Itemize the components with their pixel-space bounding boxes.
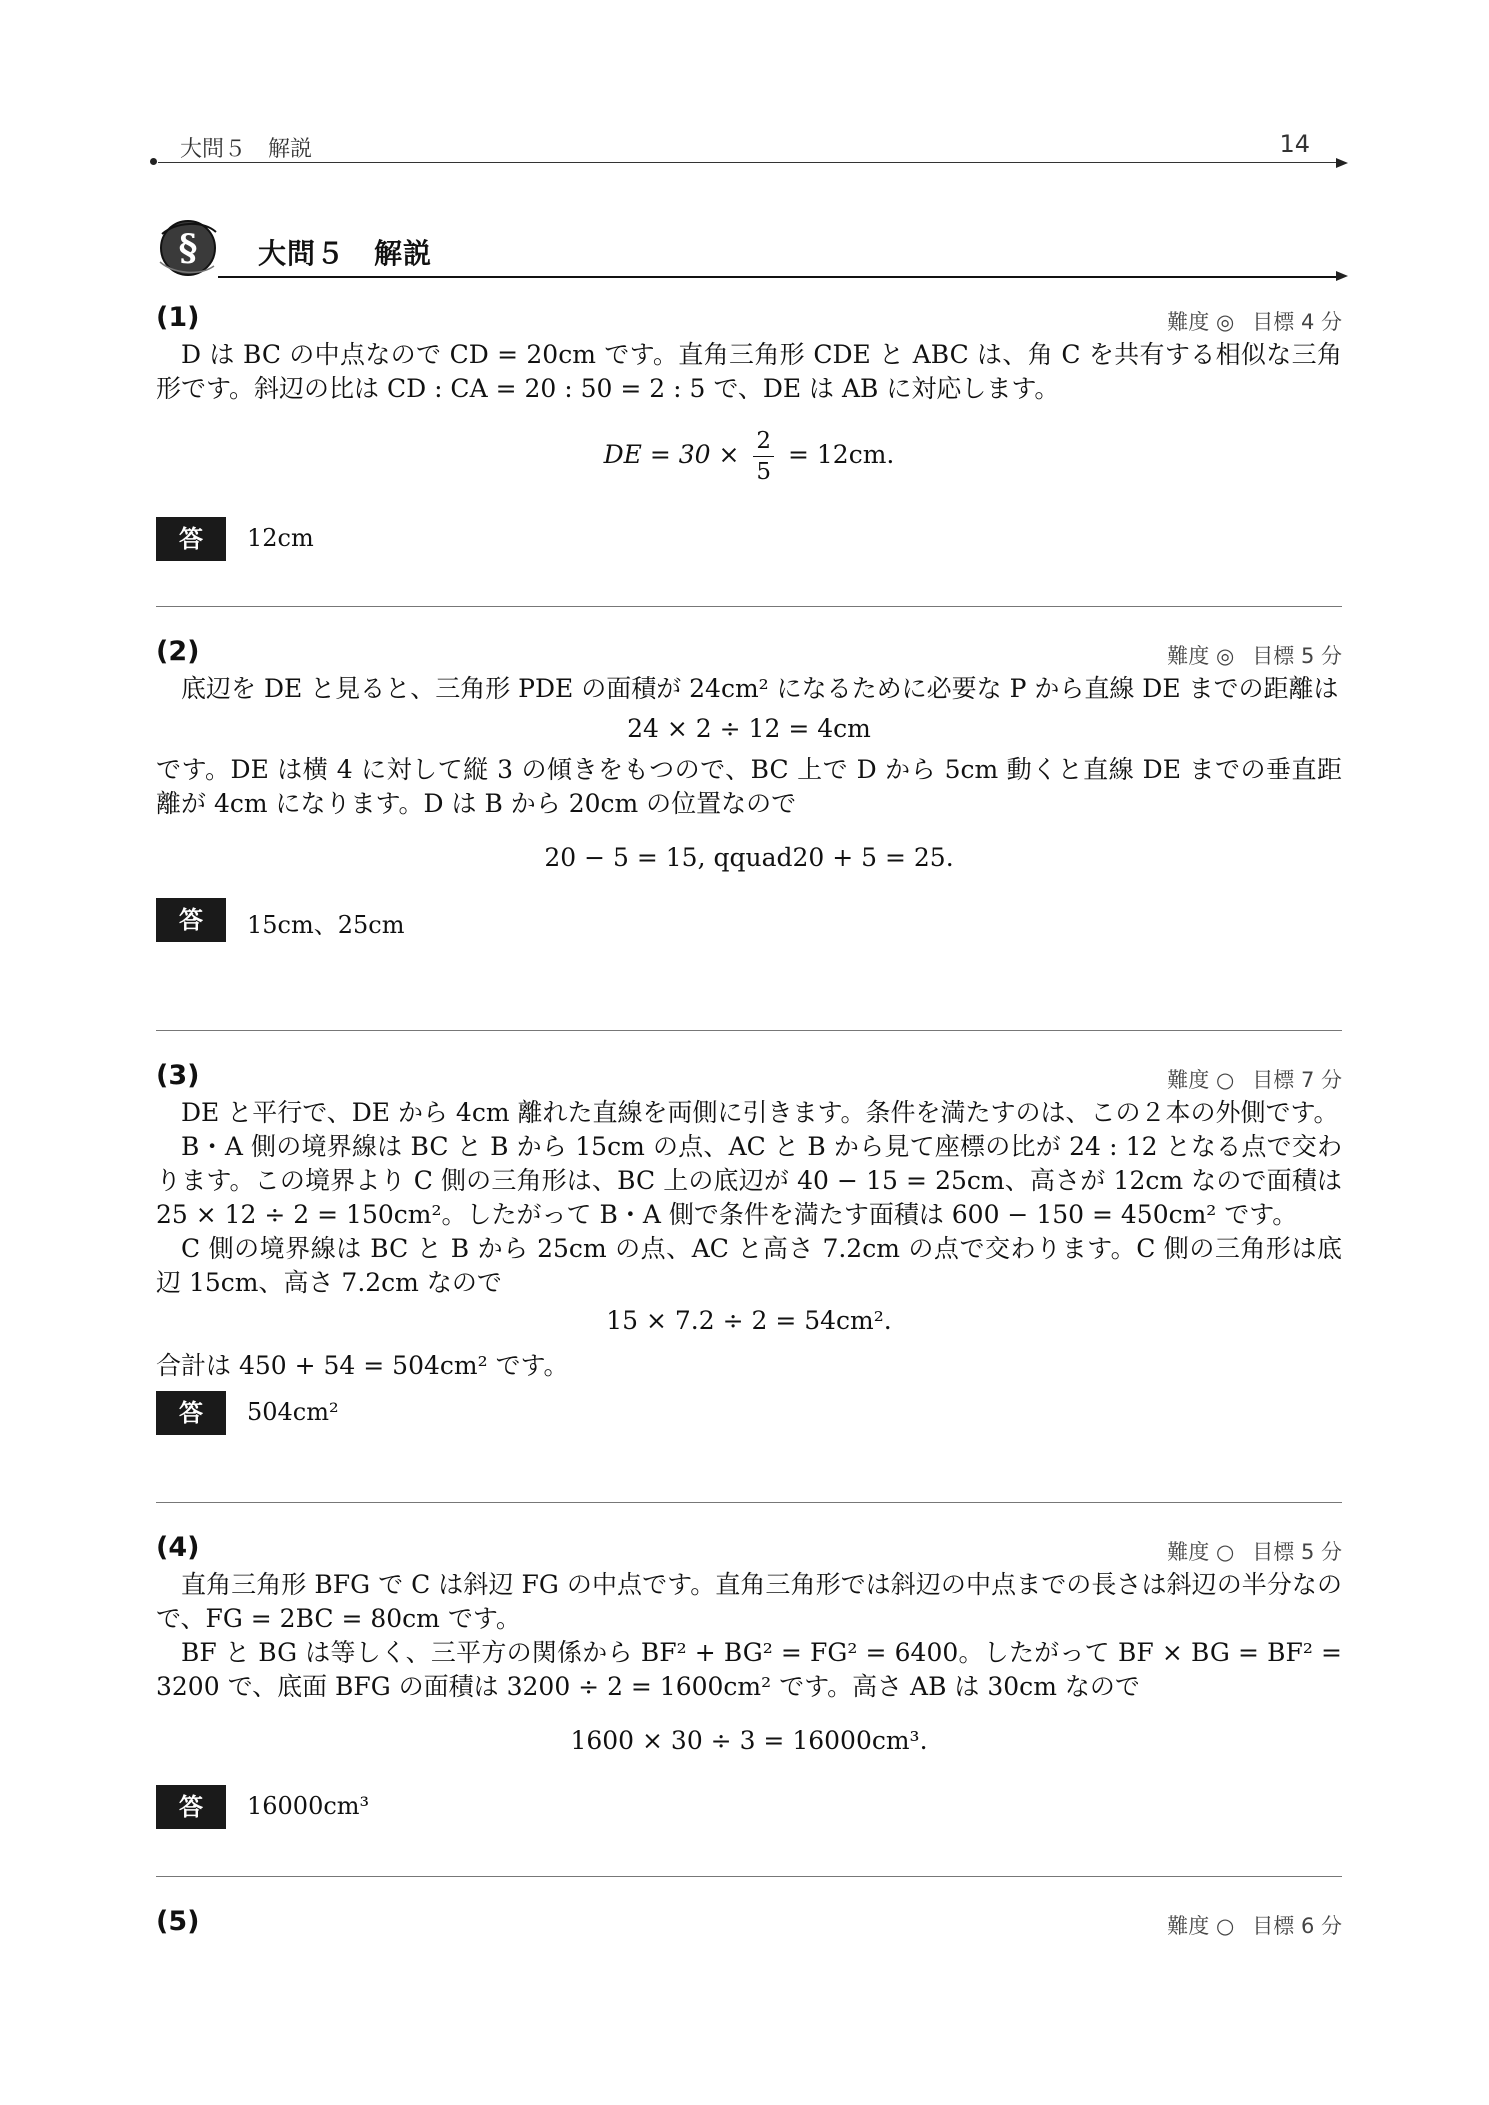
target-time: 目標 4 分 — [1252, 310, 1342, 334]
problem-label: (3) — [156, 1060, 200, 1091]
answer-value: 12cm — [247, 524, 314, 552]
problem-1 — [156, 302, 1342, 563]
problem-5 — [156, 1906, 1342, 1942]
answer-row — [156, 517, 1342, 563]
answer-value: 15cm、25cm — [247, 911, 405, 939]
explanation-text: BF と BG は等しく、三平方の関係から BF² + BG² = FG² = 6400。したがって BF × BG = BF² = 3200 で、底面 BFG の面積は 3200 ÷ 2 = 1600cm² です。高さ AB は 30cm なので — [156, 1638, 1342, 1701]
equation: 20 − 5 = 15, qquad20 + 5 = 25. — [544, 843, 954, 872]
problem-meta — [1167, 1910, 1342, 1940]
target-time: 目標 7 分 — [1252, 1068, 1342, 1092]
explanation-text: DE と平行で、DE から 4cm 離れた直線を両側に引きます。条件を満たすのは、この２本の外側です。 — [181, 1098, 1339, 1127]
equation — [156, 426, 1342, 487]
answer-value: 16000cm³ — [247, 1792, 370, 1820]
target-time: 目標 6 分 — [1252, 1914, 1342, 1938]
problem-3 — [156, 1060, 1342, 1437]
problem-label: (5) — [156, 1906, 200, 1937]
arrow-right-icon — [1336, 271, 1348, 281]
running-header-title: 大問５ 解説 — [180, 137, 313, 162]
equation: 24 × 2 ÷ 12 = 4cm — [627, 714, 871, 743]
problem-meta — [1167, 1064, 1342, 1094]
answer-row — [156, 1391, 1342, 1437]
difficulty: 難度 ○ — [1167, 1068, 1235, 1092]
fraction — [753, 426, 774, 487]
answer-badge: 答 — [156, 517, 226, 561]
answer-value: 504cm² — [247, 1398, 339, 1426]
problem-2 — [156, 636, 1342, 944]
svg-text:§: § — [178, 227, 198, 269]
explanation-text: B・A 側の境界線は BC と B から 15cm の点、AC と B から見て座標の比が 24 : 12 となる点で交わります。この境界より C 側の三角形は、BC 上の底辺が 40 − 15 = 25cm、高さが 12cm なので面積は 25 × 12 ÷ 2 = 150cm²。したがって B・A 側で条件を満たす面積は 600 − 150 = 450cm² です。 — [156, 1132, 1342, 1229]
divider — [156, 1502, 1342, 1503]
section-title: 大問５ 解説 — [258, 237, 433, 270]
explanation-text: D は BC の中点なので CD = 20cm です。直角三角形 CDE と ABC は、角 C を共有する相似な三角形です。斜辺の比は CD : CA = 20 : 50 = 2 : 5 で、DE は AB に対応します。 — [156, 340, 1342, 403]
section-sign-icon — [156, 214, 220, 278]
problem-meta — [1167, 1536, 1342, 1566]
answer-badge: 答 — [156, 1785, 226, 1829]
bullet-dot-icon — [150, 158, 157, 165]
problem-label: (4) — [156, 1532, 200, 1563]
problem-label: (1) — [156, 302, 200, 333]
difficulty: 難度 ◎ — [1167, 310, 1235, 334]
problem-meta — [1167, 306, 1342, 336]
problem-meta — [1167, 640, 1342, 670]
answer-row — [156, 898, 1342, 944]
equation-lhs: DE = 30 × — [603, 440, 740, 469]
explanation-text: C 側の境界線は BC と B から 25cm の点、AC と高さ 7.2cm の点で交わります。C 側の三角形は底辺 15cm、高さ 7.2cm なので — [156, 1234, 1342, 1297]
difficulty: 難度 ○ — [1167, 1540, 1235, 1564]
divider — [156, 1876, 1342, 1877]
running-header — [150, 128, 1342, 162]
page-number: 14 — [1279, 130, 1310, 158]
target-time: 目標 5 分 — [1252, 1540, 1342, 1564]
explanation-text: 底辺を DE と見ると、三角形 PDE の面積が 24cm² になるために必要な P から直線 DE までの距離は — [181, 674, 1339, 703]
answer-badge: 答 — [156, 898, 226, 942]
explanation-text: 合計は 450 + 54 = 504cm² です。 — [156, 1351, 569, 1380]
answer-row — [156, 1785, 1342, 1831]
equation: 1600 × 30 ÷ 3 = 16000cm³. — [570, 1726, 928, 1755]
difficulty: 難度 ○ — [1167, 1914, 1235, 1938]
divider — [156, 606, 1342, 607]
arrow-right-icon — [1336, 158, 1348, 168]
problem-4 — [156, 1532, 1342, 1831]
problem-label: (2) — [156, 636, 200, 667]
header-rule — [158, 162, 1342, 163]
answer-badge: 答 — [156, 1391, 226, 1435]
divider — [156, 1030, 1342, 1031]
section-rule — [218, 276, 1342, 278]
fraction-denominator: 5 — [756, 459, 772, 485]
explanation-text: 直角三角形 BFG で C は斜辺 FG の中点です。直角三角形では斜辺の中点までの長さは斜辺の半分なので、FG = 2BC = 80cm です。 — [156, 1570, 1342, 1633]
section-header — [150, 210, 1342, 290]
equation-rhs: = 12cm. — [788, 440, 895, 469]
equation: 15 × 7.2 ÷ 2 = 54cm². — [606, 1306, 892, 1335]
target-time: 目標 5 分 — [1252, 644, 1342, 668]
difficulty: 難度 ◎ — [1167, 644, 1235, 668]
fraction-numerator: 2 — [753, 426, 774, 457]
explanation-text: です。DE は横 4 に対して縦 3 の傾きをもつので、BC 上で D から 5cm 動くと直線 DE までの垂直距離が 4cm になります。D は B から 20cm の位置なので — [156, 755, 1342, 818]
